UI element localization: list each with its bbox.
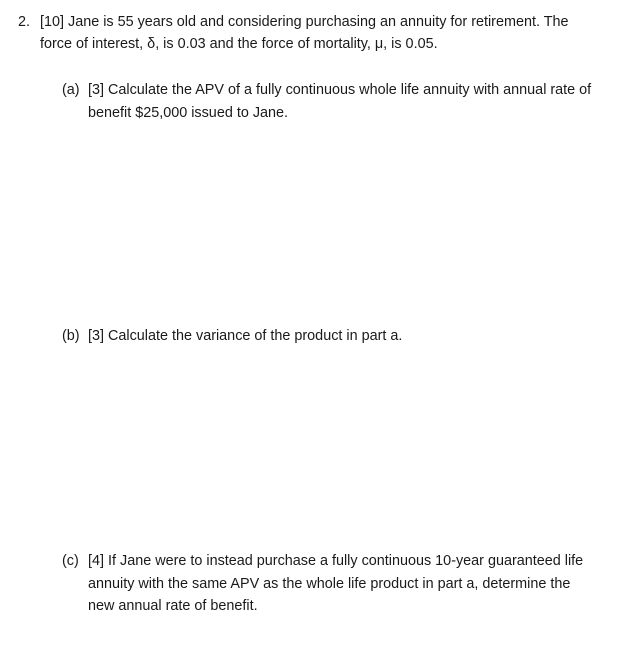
part-b-label: (b) (62, 328, 80, 344)
problem-text-line-2: force of interest, δ, is 0.03 and the force of mortality, μ, is 0.05. (40, 36, 438, 52)
part-b (62, 325, 622, 348)
part-c-line-1 (62, 550, 622, 573)
part-a-line-1 (62, 79, 622, 102)
problem-line-1 (18, 11, 618, 33)
problem-text-line-1: [10] Jane is 55 years old and considering purchasing an annuity for retirement. The (40, 14, 569, 30)
problem-number: 2. (18, 14, 31, 30)
part-c-label: (c) (62, 553, 79, 569)
part-a-text-line-2: benefit $25,000 issued to Jane. (88, 104, 289, 121)
part-b-line-1 (62, 325, 622, 348)
part-c (62, 550, 622, 618)
part-c-text-line-2: annuity with the same APV as the whole life product in part a, determine the (88, 575, 571, 592)
part-a (62, 79, 622, 124)
part-b-text-line-1: [3] Calculate the variance of the product in part a. (88, 328, 403, 344)
problem-2 (18, 11, 618, 55)
part-a-text-line-1: [3] Calculate the APV of a fully continuous whole life annuity with annual rate of (88, 82, 592, 98)
part-c-text-line-3: new annual rate of benefit. (88, 598, 258, 614)
part-c-text-line-1: [4] If Jane were to instead purchase a fully continuous 10-year guaranteed life (88, 553, 584, 569)
part-a-label: (a) (62, 82, 80, 98)
